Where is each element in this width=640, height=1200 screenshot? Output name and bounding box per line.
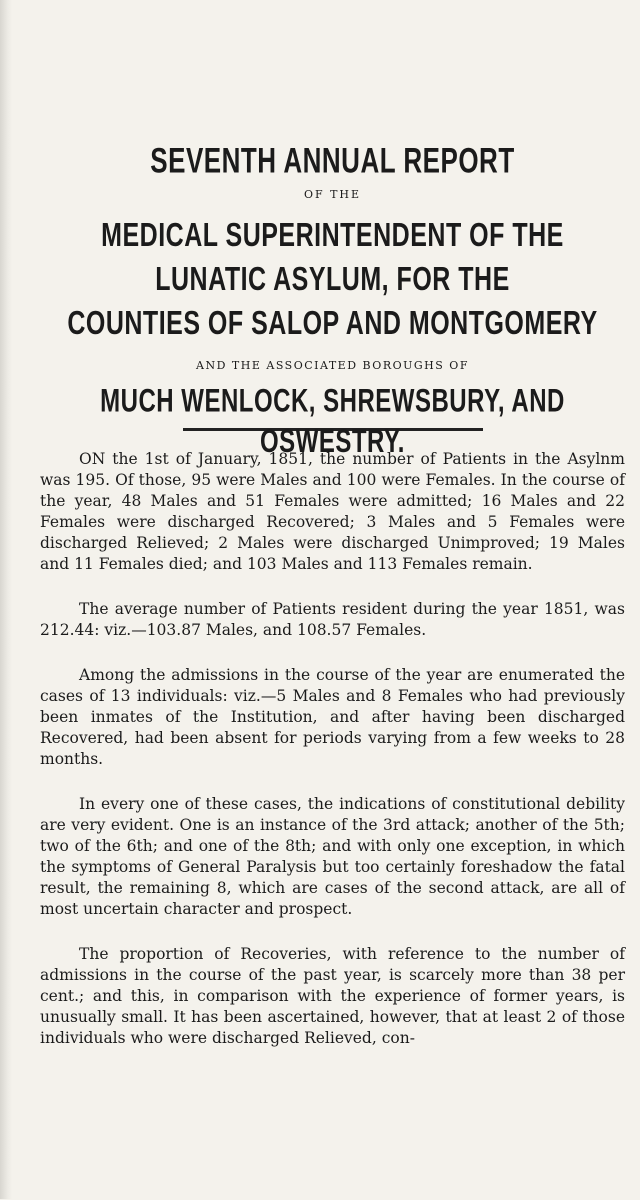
title-line-4: MUCH WENLOCK, SHREWSBURY, AND OSWESTRY. xyxy=(100,383,565,461)
report-body xyxy=(40,449,625,1049)
page-binding-edge xyxy=(0,0,12,1199)
title-line-3: COUNTIES OF SALOP AND MONTGOMERY xyxy=(67,304,598,343)
page-bottom-fade xyxy=(40,1160,625,1200)
paragraph-1: ON the 1st of January, 1851, the number of Patients in the Asylnm was 195. Of those, 95 were Males and 100 were Females. In the course of the year, 48 Males and 51 Females were admitted; 16 Males and 22 Females were discharged Recovered; 3 Males and 5 Females were discharged Relieved; 2 Males were discharged Unimproved; 19 Males and 11 Females died; and 103 Males and 113 Females remain. xyxy=(40,450,625,573)
title-line-2: LUNATIC ASYLUM, FOR THE xyxy=(155,260,510,299)
paragraph-5: The proportion of Recoveries, with reference to the number of admissions in the course of the past year, is scarcely more than 38 per cent.; and this, in comparison with the experience of former years, is unusually small. It has been ascertained, however, that at least 2 of those individuals who were discharged Relieved, con- xyxy=(40,945,625,1047)
associated-boroughs-line: AND THE ASSOCIATED BOROUGHS OF xyxy=(196,359,469,372)
of-the-line: OF THE xyxy=(303,188,362,201)
report-title: SEVENTH ANNUAL REPORT xyxy=(150,140,515,181)
paragraph-4: In every one of these cases, the indications of constitutional debility are very evident. One is an instance of the 3rd attack; another of the 5th; two of the 6th; and one of the 8th; and with only one exception, in which the symptoms of General Paralysis but too certainly foreshadow the fatal result, the remaining 8, which are cases of the second attack, are all of most uncertain character and prospect. xyxy=(40,795,625,918)
title-line-1: MEDICAL SUPERINTENDENT OF THE xyxy=(101,216,564,255)
document-page xyxy=(40,140,625,1073)
paragraph-3: Among the admissions in the course of the year are enumerated the cases of 13 individuals: viz.—5 Males and 8 Females who had previously been inmates of the Institution, and after having been discharged Recovered, had been absent for periods varying from a few weeks to 28 months. xyxy=(40,666,625,768)
paragraph-2: The average number of Patients resident during the year 1851, was 212.44: viz.—103.87 Males, and 108.57 Females. xyxy=(40,600,625,639)
